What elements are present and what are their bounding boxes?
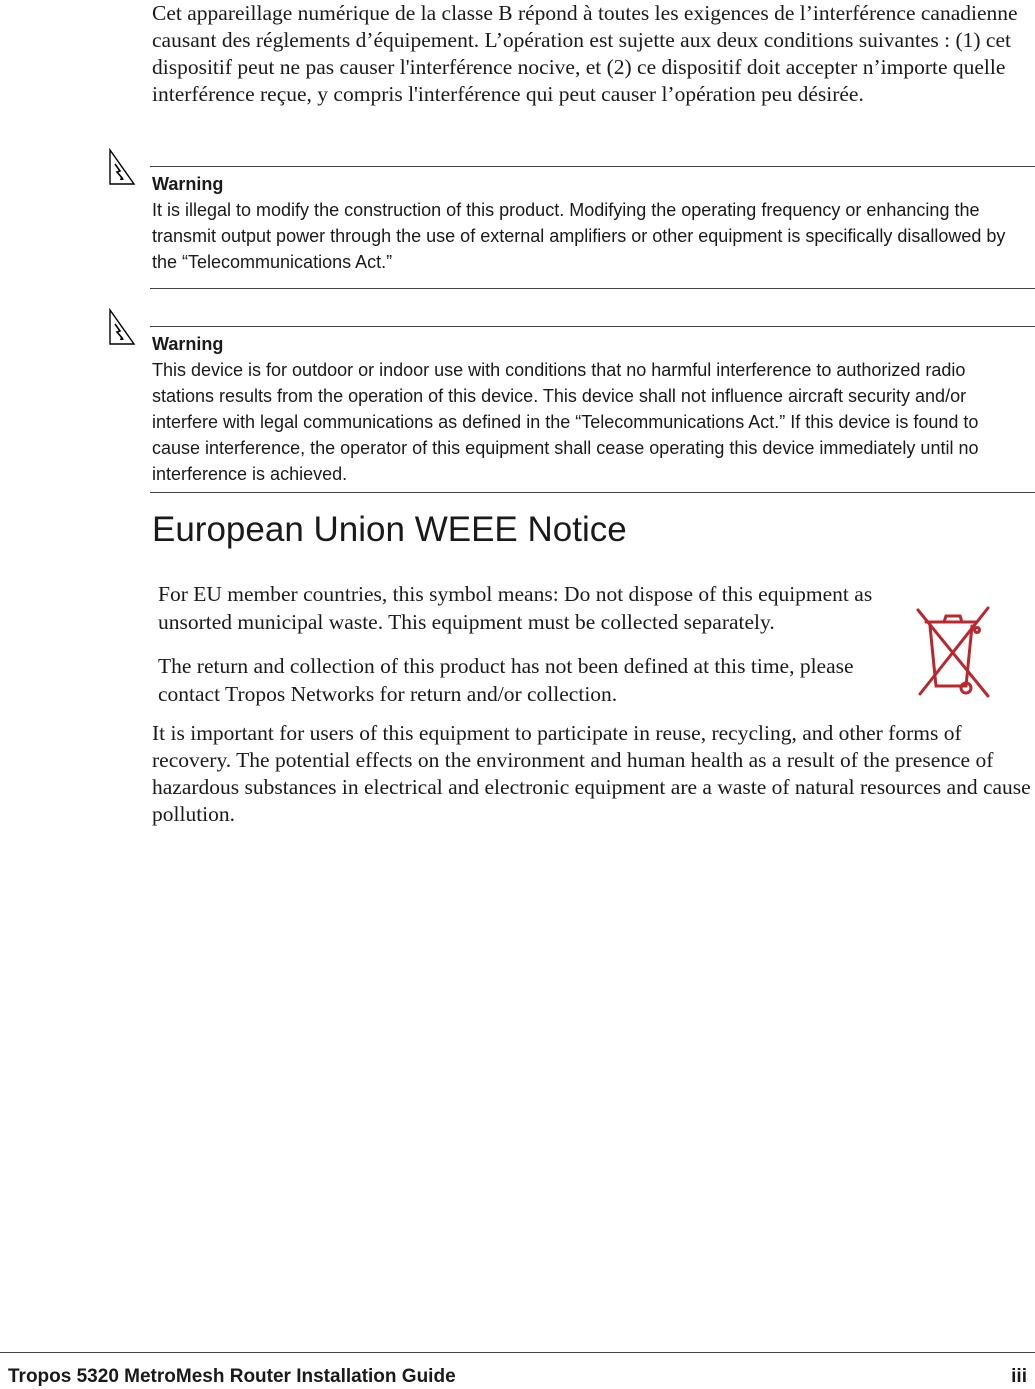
warning-top-rule <box>150 326 1035 327</box>
warning-lightning-icon <box>108 308 136 348</box>
weee-paragraph: For EU member countries, this symbol means: Do not dispose of this equipment as unsorted municipal waste. This equipment must be collected separately. <box>158 582 873 634</box>
warning-body: This device is for outdoor or indoor use with conditions that no harmful interference to authorized radio stations results from the operation of this device. This device shall not influence aircraft security and/or interfere with legal communications as defined in the “Telecommunications Act.” If this device is found to cause interference, the operator of this equipment shall cease operating this device immediately until no interference is achieved. <box>152 360 979 484</box>
footer-title: Tropos 5320 MetroMesh Router Installation Guide <box>8 1366 456 1387</box>
warning-bottom-rule <box>150 288 1035 289</box>
section-heading: European Union WEEE Notice <box>152 510 627 549</box>
warning-title: Warning <box>152 174 224 194</box>
warning-lightning-icon <box>108 148 136 188</box>
page-number: iii <box>1011 1366 1027 1387</box>
intro-paragraph: Cet appareillage numérique de la classe B répond à toutes les exigences de l’interférence canadienne causant des réglements d’équipement. L’opération est sujette aux deux conditions suivantes : (1) cet dispositif peut ne pas causer l'interférence nocive, et (2) ce dispositif doit accepter n’importe quelle interférence reçue, y compris l'interférence qui peut causer l’opération peu désirée. <box>152 1 1018 106</box>
warning-top-rule <box>150 166 1035 167</box>
warning-body: It is illegal to modify the construction of this product. Modifying the operating frequency or enhancing the transmit output power through the use of external amplifiers or other equipment is specifically disallowed by the “Telecommunications Act.” <box>152 200 1006 272</box>
warning-title: Warning <box>152 334 224 354</box>
closing-paragraph: It is important for users of this equipment to participate in reuse, recycling, and other forms of recovery. The potential effects on the environment and human health as a result of the presence of hazardous substances in electrical and electronic equipment are a waste of natural resources and cause pollution. <box>152 721 1031 826</box>
warning-bottom-rule <box>150 492 1035 493</box>
crossed-out-wheelie-bin-icon <box>914 604 992 700</box>
weee-paragraph: The return and collection of this product has not been defined at this time, please contact Tropos Networks for return and/or collection. <box>158 654 854 706</box>
footer-rule <box>0 1352 1035 1353</box>
